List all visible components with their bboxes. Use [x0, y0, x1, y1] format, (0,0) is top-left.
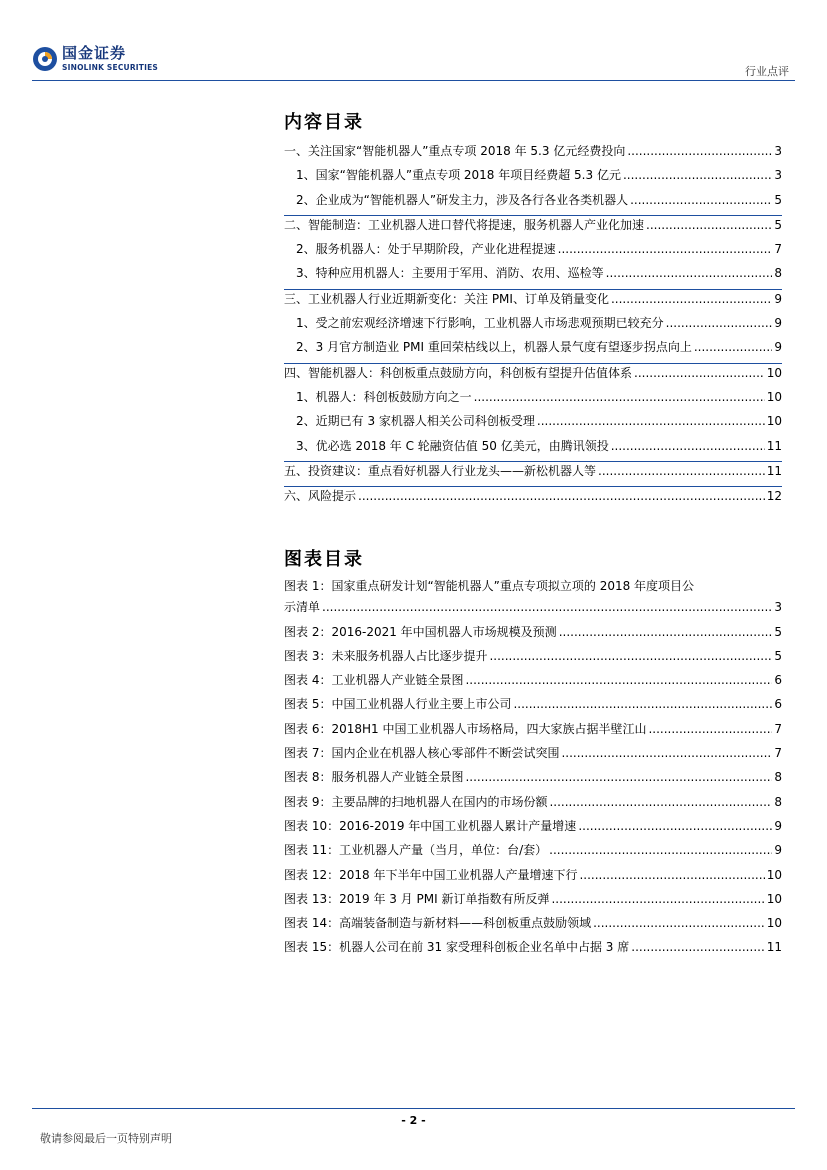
- toc-page: 9: [774, 316, 782, 331]
- toc-item[interactable]: [284, 461, 782, 486]
- toc-item[interactable]: [284, 215, 782, 240]
- figure-page: 10: [766, 916, 782, 931]
- figures-list: [284, 574, 782, 963]
- toc-label: 3、优必选 2018 年 C 轮融资估值 50 亿美元，由腾讯领投: [296, 438, 609, 453]
- toc-page: 9: [774, 291, 782, 306]
- toc-item[interactable]: [284, 142, 782, 166]
- footer-divider: [32, 1108, 795, 1109]
- toc-item[interactable]: [284, 412, 782, 436]
- figure-label: 图表 4：工业机器人产业链全景图: [284, 673, 464, 688]
- toc-page: 5: [774, 192, 782, 207]
- figure-page: 8: [774, 794, 782, 809]
- leader-dots: [694, 340, 773, 354]
- toc-page: 5: [774, 217, 782, 232]
- toc-item[interactable]: [284, 289, 782, 314]
- figure-item-1-line2[interactable]: [284, 598, 782, 622]
- toc-label: 三、工业机器人行业近期新变化：关注 PMI、订单及销量变化: [284, 291, 609, 306]
- leader-dots: [630, 193, 772, 207]
- figure-item[interactable]: [284, 793, 782, 817]
- toc-label: 2、3 月官方制造业 PMI 重回荣枯线以上，机器人景气度有望逐步拐点向上: [296, 340, 692, 355]
- figure-label: 图表 2：2016-2021 年中国机器人市场规模及预测: [284, 624, 557, 639]
- figure-page: 11: [766, 940, 782, 955]
- figure-label: 图表 10：2016-2019 年中国工业机器人累计产量增速: [284, 818, 577, 833]
- leader-dots: [593, 916, 765, 930]
- figure-label: 图表 3：未来服务机器人占比逐步提升: [284, 648, 488, 663]
- toc-page: 8: [774, 266, 782, 281]
- toc-page: 10: [766, 414, 782, 429]
- figure-page: 7: [774, 746, 782, 761]
- toc-item[interactable]: [284, 191, 782, 215]
- toc-list: [284, 142, 782, 511]
- figure-item[interactable]: [284, 841, 782, 865]
- figure-page: 6: [774, 673, 782, 688]
- leader-dots: [559, 625, 773, 639]
- toc-label: 3、特种应用机器人：主要用于军用、消防、农用、巡检等: [296, 266, 604, 281]
- toc-label: 六、风险提示: [284, 489, 357, 504]
- leader-dots: [549, 843, 772, 857]
- figure-page: 9: [774, 843, 782, 858]
- toc-label: 五、投资建议：重点看好机器人行业龙头——新松机器人等: [284, 463, 597, 478]
- toc-page: 10: [766, 365, 782, 380]
- figure-label: 图表 9：主要品牌的扫地机器人在国内的市场份额: [284, 794, 548, 809]
- leader-dots: [634, 366, 765, 380]
- leader-dots: [561, 746, 772, 760]
- figures-title: 图表目录: [284, 549, 364, 570]
- toc-page: 9: [774, 340, 782, 355]
- figure-item[interactable]: [284, 720, 782, 744]
- figure-page: 5: [774, 624, 782, 639]
- leader-dots: [549, 795, 772, 809]
- toc-page: 11: [766, 438, 782, 453]
- figure-label: 图表 14：高端装备制造与新材料——科创板重点鼓励领域: [284, 916, 592, 931]
- toc-label: 1、机器人：科创板鼓励方向之一: [296, 389, 472, 404]
- figure-item[interactable]: [284, 817, 782, 841]
- leader-dots: [513, 697, 772, 711]
- leader-dots: [474, 390, 765, 404]
- figure-label: 图表 12：2018 年下半年中国工业机器人产量增速下行: [284, 867, 578, 882]
- figure-item[interactable]: [284, 623, 782, 647]
- toc-page: 12: [766, 489, 782, 504]
- leader-dots: [358, 489, 765, 503]
- figure-item[interactable]: [284, 647, 782, 671]
- figure-item[interactable]: [284, 938, 782, 962]
- toc-item[interactable]: [284, 437, 782, 461]
- toc-page: 3: [774, 144, 782, 158]
- figure-item[interactable]: [284, 768, 782, 792]
- toc-item[interactable]: [284, 166, 782, 190]
- figure-item[interactable]: [284, 744, 782, 768]
- figure-label: 示清单: [284, 600, 321, 615]
- figure-label: 图表 11：工业机器人产量（当月，单位：台/套）: [284, 843, 548, 858]
- leader-dots: [537, 414, 765, 428]
- sinolink-logo-icon: [32, 46, 58, 72]
- toc-item[interactable]: [284, 363, 782, 388]
- leader-dots: [465, 770, 772, 784]
- figure-item-1-line1[interactable]: 图表 1：国家重点研发计划“智能机器人”重点专项拟立项的 2018 年度项目公: [284, 579, 695, 593]
- figure-item[interactable]: [284, 671, 782, 695]
- leader-dots: [579, 868, 764, 882]
- toc-item[interactable]: [284, 388, 782, 412]
- figure-page: 10: [766, 891, 782, 906]
- leader-dots: [627, 144, 772, 158]
- leader-dots: [666, 316, 773, 330]
- leader-dots: [558, 242, 773, 256]
- leader-dots: [551, 892, 764, 906]
- figure-page: 6: [774, 697, 782, 712]
- toc-label: 2、近期已有 3 家机器人相关公司科创板受理: [296, 414, 535, 429]
- logo-cn: 国金证券: [62, 44, 127, 63]
- toc-item[interactable]: [284, 264, 782, 288]
- toc-page: 10: [766, 389, 782, 404]
- toc-label: 1、受之前宏观经济增速下行影响，工业机器人市场悲观预期已较充分: [296, 316, 664, 331]
- leader-dots: [623, 168, 772, 182]
- leader-dots: [598, 464, 765, 478]
- leader-dots: [646, 218, 772, 232]
- toc-page: 7: [774, 242, 782, 257]
- figure-page: 5: [774, 648, 782, 663]
- toc-label: 一、关注国家“智能机器人”重点专项 2018 年 5.3 亿元经费投向: [284, 144, 626, 158]
- figure-page: 10: [766, 867, 782, 882]
- figure-label: 图表 7：国内企业在机器人核心零部件不断尝试突围: [284, 746, 560, 761]
- leader-dots: [606, 266, 773, 280]
- leader-dots: [578, 819, 772, 833]
- leader-dots: [611, 439, 765, 453]
- toc-label: 四、智能机器人：科创板重点鼓励方向，科创板有望提升估值体系: [284, 365, 633, 380]
- figure-label: 图表 15：机器人公司在前 31 家受理科创板企业名单中占据 3 席: [284, 940, 630, 955]
- figure-item[interactable]: [284, 914, 782, 938]
- toc-page: 11: [766, 463, 782, 478]
- figure-item[interactable]: [284, 890, 782, 914]
- leader-dots: [631, 940, 764, 954]
- figure-page: 7: [774, 721, 782, 736]
- toc-item[interactable]: [284, 338, 782, 362]
- figure-label: 图表 5：中国工业机器人行业主要上市公司: [284, 697, 512, 712]
- leader-dots: [465, 673, 772, 687]
- report-category: 行业点评: [745, 65, 789, 78]
- figure-label: 图表 6：2018H1 中国工业机器人市场格局，四大家族占据半壁江山: [284, 721, 647, 736]
- logo-en: SINOLINK SECURITIES: [62, 63, 159, 73]
- toc-label: 1、国家“智能机器人”重点专项 2018 年项目经费超 5.3 亿元: [296, 168, 621, 183]
- leader-dots: [648, 722, 772, 736]
- toc-label: 2、服务机器人：处于早期阶段，产业化进程提速: [296, 242, 556, 257]
- toc-item[interactable]: [284, 486, 782, 511]
- page-number: - 2 -: [401, 1114, 426, 1127]
- header-divider: [32, 80, 795, 81]
- figure-page: 9: [774, 818, 782, 833]
- disclaimer-note: 敬请参阅最后一页特别声明: [40, 1132, 172, 1145]
- figure-page: 3: [774, 600, 782, 615]
- toc-item[interactable]: [284, 240, 782, 264]
- figure-item[interactable]: [284, 695, 782, 719]
- toc-label: 2、企业成为“智能机器人”研发主力，涉及各行各业各类机器人: [296, 192, 629, 207]
- figure-label: 图表 8：服务机器人产业链全景图: [284, 770, 464, 785]
- leader-dots: [489, 649, 772, 663]
- logo: [32, 46, 158, 72]
- leader-dots: [611, 292, 772, 306]
- toc-title: 内容目录: [284, 112, 364, 133]
- figure-page: 8: [774, 770, 782, 785]
- figure-item[interactable]: [284, 866, 782, 890]
- leader-dots: [322, 600, 772, 614]
- toc-item[interactable]: [284, 314, 782, 338]
- figure-label: 图表 13：2019 年 3 月 PMI 新订单指数有所反弹: [284, 891, 550, 906]
- toc-label: 二、智能制造：工业机器人进口替代将提速，服务机器人产业化加速: [284, 217, 645, 232]
- toc-page: 3: [774, 168, 782, 183]
